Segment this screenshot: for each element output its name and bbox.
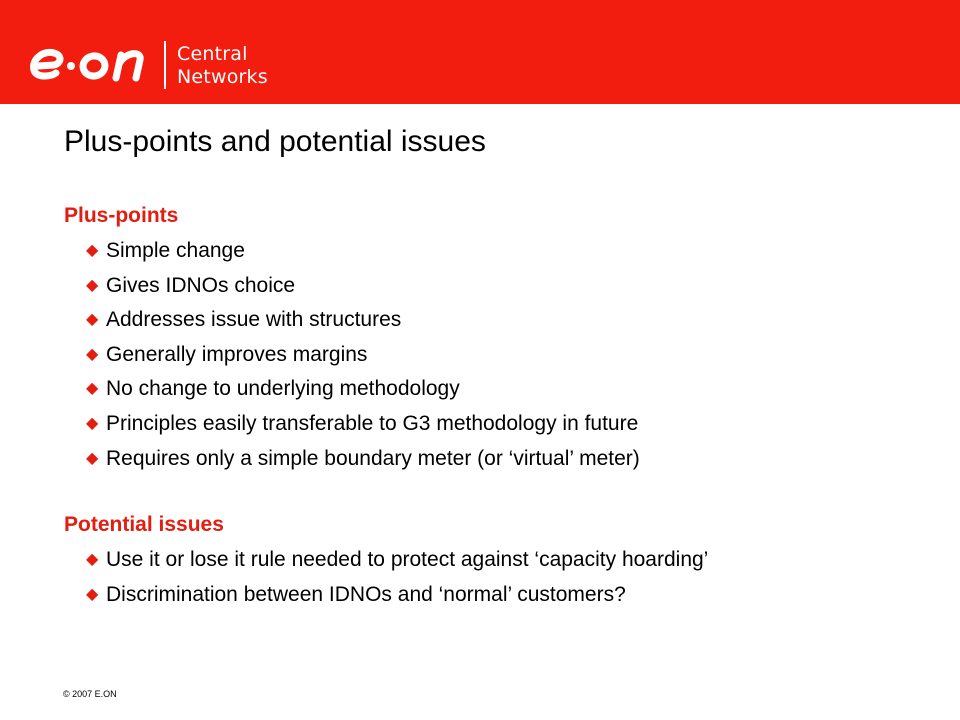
list-item [84, 445, 640, 480]
bullet-diamond-icon: ◆ [86, 585, 99, 603]
division-name [177, 43, 268, 89]
bullet-diamond-icon: ◆ [86, 414, 99, 432]
list-item-text: Addresses issue with structures [106, 308, 402, 332]
bullet-diamond-icon: ◆ [86, 551, 99, 568]
list-item [84, 272, 640, 307]
list-item-text: Discrimination between IDNOs and ‘normal’ customers? [106, 582, 626, 606]
list-item-text: Generally improves margins [106, 342, 368, 366]
plus-points-list [84, 237, 640, 479]
list-item-text: Gives IDNOs choice [106, 273, 296, 297]
list-item [84, 237, 640, 272]
eon-logo [26, 40, 166, 90]
potential-issues-list [84, 546, 708, 615]
list-item-text: Simple change [106, 239, 245, 262]
list-item [84, 546, 708, 581]
bullet-diamond-icon: ◆ [86, 276, 99, 294]
list-item-text: No change to underlying methodology [106, 377, 460, 401]
list-item [84, 375, 640, 410]
list-item [84, 306, 640, 341]
bullet-diamond-icon: ◆ [86, 242, 99, 259]
division-line-1: Central [177, 43, 248, 65]
division-line-2: Networks [177, 66, 268, 88]
list-item [84, 581, 708, 616]
bullet-diamond-icon: ◆ [86, 345, 99, 363]
slide-title: Plus-points and potential issues [64, 125, 486, 158]
list-item-text: Requires only a simple boundary meter (or ‘virtual’ meter) [106, 446, 640, 470]
bullet-diamond-icon: ◆ [86, 380, 99, 398]
list-item-text: Principles easily transferable to G3 methodology in future [106, 411, 639, 435]
list-item-text: Use it or lose it rule needed to protect against ‘capacity hoarding’ [106, 548, 709, 571]
plus-points-heading: Plus-points [64, 204, 179, 227]
logo-divider [164, 41, 166, 89]
header-band [0, 0, 960, 104]
copyright-footer: © 2007 E.ON [63, 689, 117, 699]
potential-issues-heading: Potential issues [64, 513, 224, 536]
bullet-diamond-icon: ◆ [86, 449, 99, 467]
bullet-diamond-icon: ◆ [86, 311, 99, 329]
list-item [84, 410, 640, 445]
list-item [84, 341, 640, 376]
